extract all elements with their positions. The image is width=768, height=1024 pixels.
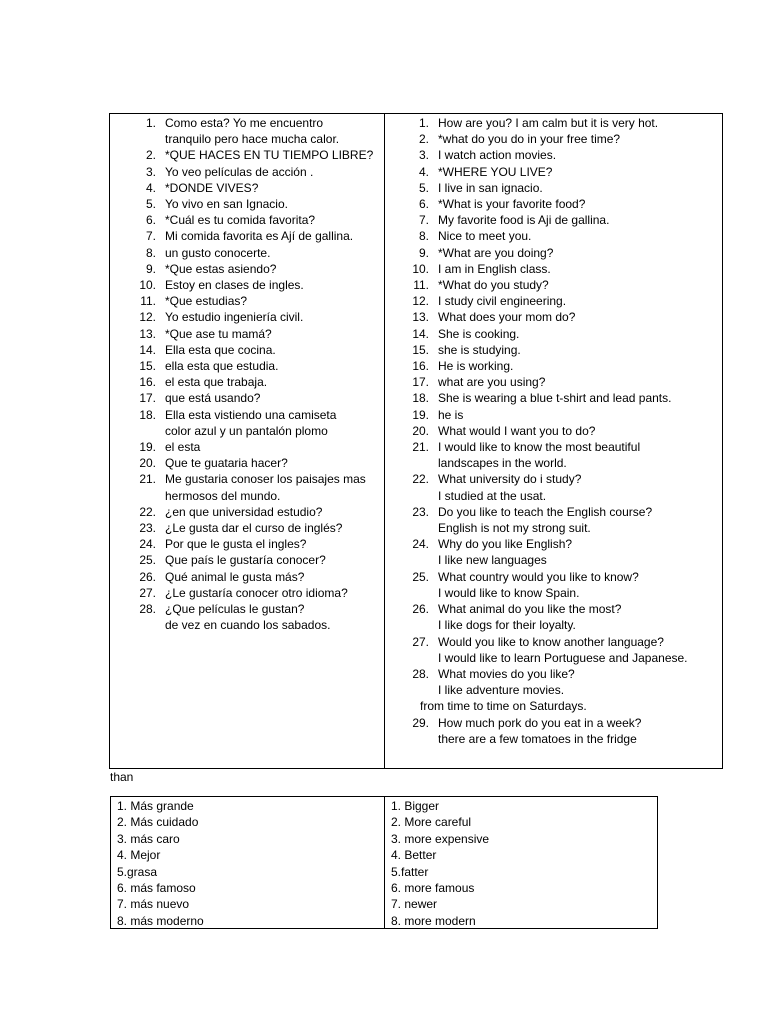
item-number: 10. bbox=[412, 261, 429, 276]
list-item bbox=[385, 131, 722, 147]
item-number: 27. bbox=[139, 585, 156, 600]
item-text: Why do you like English? bbox=[438, 537, 573, 552]
list-item bbox=[110, 342, 384, 358]
item-text: *DONDE VIVES? bbox=[165, 180, 259, 195]
table-row: 1. Más grande bbox=[117, 799, 194, 813]
item-number: 16. bbox=[412, 359, 429, 374]
list-item bbox=[385, 536, 722, 568]
item-number: 17. bbox=[139, 391, 156, 406]
list-item bbox=[110, 180, 384, 196]
list-item bbox=[110, 115, 384, 147]
item-text: Mi comida favorita es Ají de gallina. bbox=[165, 229, 354, 244]
list-item bbox=[385, 228, 722, 244]
item-text: I study civil engineering. bbox=[438, 294, 567, 309]
list-item bbox=[110, 147, 384, 163]
item-text: *Que ase tu mamá? bbox=[165, 326, 272, 341]
item-text: Me gustaria conoser los paisajes mas bbox=[165, 472, 366, 487]
list-item bbox=[110, 228, 384, 244]
item-number: 21. bbox=[412, 440, 429, 455]
item-number: 18. bbox=[139, 407, 156, 422]
list-item bbox=[385, 601, 722, 633]
item-number: 21. bbox=[139, 472, 156, 487]
item-text: Yo veo películas de acción . bbox=[165, 164, 314, 179]
item-text: I live in san ignacio. bbox=[438, 180, 543, 195]
item-number: 6. bbox=[418, 197, 429, 212]
item-number: 5. bbox=[418, 180, 429, 195]
list-item bbox=[110, 504, 384, 520]
item-number: 4. bbox=[145, 180, 156, 195]
item-text: *WHERE YOU LIVE? bbox=[438, 164, 553, 179]
list-item bbox=[110, 569, 384, 585]
list-item bbox=[110, 196, 384, 212]
table-row: 1. Bigger bbox=[391, 799, 440, 813]
item-text: Would you like to know another language? bbox=[438, 634, 664, 649]
item-number: 16. bbox=[139, 375, 156, 390]
item-text: Por que le gusta el ingles? bbox=[165, 537, 307, 552]
spanish-tail-line: de vez en cuando los sabados. bbox=[165, 618, 331, 633]
item-number: 11. bbox=[413, 278, 429, 293]
list-item bbox=[385, 245, 722, 261]
comparatives-spanish-column bbox=[111, 797, 385, 928]
item-number: 22. bbox=[412, 472, 429, 487]
item-text: Nice to meet you. bbox=[438, 229, 532, 244]
item-text: un gusto conocerte. bbox=[165, 245, 271, 260]
table-row: 6. más famoso bbox=[117, 881, 196, 896]
item-text: ¿Que películas le gustan? bbox=[165, 602, 305, 617]
list-item bbox=[385, 164, 722, 180]
item-number: 19. bbox=[139, 440, 156, 455]
item-text: landscapes in the world. bbox=[438, 456, 567, 471]
list-item bbox=[110, 212, 384, 228]
list-item bbox=[385, 471, 722, 503]
list-item bbox=[385, 666, 722, 698]
item-number: 25. bbox=[139, 553, 156, 568]
item-text: Como esta? Yo me encuentro bbox=[165, 116, 324, 130]
item-text: color azul y un pantalón plomo bbox=[165, 423, 328, 438]
item-text: she is studying. bbox=[438, 342, 521, 357]
item-number: 8. bbox=[145, 245, 156, 260]
item-number: 28. bbox=[139, 602, 156, 617]
item-number: 14. bbox=[139, 342, 156, 357]
list-item bbox=[385, 407, 722, 423]
item-number: 7. bbox=[145, 229, 156, 244]
list-item bbox=[385, 326, 722, 342]
item-text: ella esta que estudia. bbox=[165, 359, 279, 374]
item-number: 3. bbox=[145, 164, 156, 179]
item-number: 13. bbox=[139, 326, 156, 341]
item-number: 19. bbox=[412, 407, 429, 422]
list-item bbox=[385, 212, 722, 228]
item-text: there are a few tomatoes in the fridge bbox=[438, 731, 637, 746]
item-number: 7. bbox=[418, 213, 429, 228]
item-text: Yo vivo en san Ignacio. bbox=[165, 197, 288, 212]
item-number: 2. bbox=[418, 132, 429, 147]
item-text: *What are you doing? bbox=[438, 245, 554, 260]
list-item bbox=[110, 309, 384, 325]
list-item bbox=[385, 147, 722, 163]
item-number: 24. bbox=[139, 537, 156, 552]
list-item bbox=[110, 536, 384, 552]
item-text: What university do i study? bbox=[438, 472, 582, 487]
list-item bbox=[110, 164, 384, 180]
comparatives-english-column bbox=[385, 797, 657, 928]
item-number: 25. bbox=[412, 569, 429, 584]
table-row: 5.fatter bbox=[391, 864, 429, 879]
table-row: 3. more expensive bbox=[391, 831, 490, 846]
item-text: I like adventure movies. bbox=[438, 683, 565, 698]
list-item bbox=[110, 601, 384, 617]
item-number: 4. bbox=[418, 164, 429, 179]
table-row: 7. newer bbox=[391, 897, 438, 912]
table-row: 2. More careful bbox=[391, 815, 472, 830]
item-text: *QUE HACES EN TU TIEMPO LIBRE? bbox=[165, 148, 374, 163]
table-row: 8. más moderno bbox=[117, 913, 204, 928]
item-text: English is not my strong suit. bbox=[438, 521, 591, 536]
item-text: ¿en que universidad estudio? bbox=[165, 504, 323, 519]
list-item bbox=[385, 569, 722, 601]
list-item bbox=[385, 390, 722, 406]
item-number: 9. bbox=[145, 261, 156, 276]
item-text: She is wearing a blue t-shirt and lead pants. bbox=[438, 391, 672, 406]
item-text: What does your mom do? bbox=[438, 310, 576, 325]
item-text: I am in English class. bbox=[438, 261, 551, 276]
item-text: I like dogs for their loyalty. bbox=[438, 618, 576, 633]
table-row: 3. más caro bbox=[117, 831, 180, 846]
item-text: Yo estudio ingeniería civil. bbox=[165, 310, 304, 325]
item-text: I would like to know the most beautiful bbox=[438, 440, 641, 455]
item-number: 24. bbox=[412, 537, 429, 552]
list-item bbox=[385, 342, 722, 358]
english-column bbox=[385, 114, 722, 768]
table-row: 4. Mejor bbox=[117, 848, 161, 863]
item-text: el esta que trabaja. bbox=[165, 375, 268, 390]
item-text: What would I want you to do? bbox=[438, 423, 596, 438]
item-text: Ella esta vistiendo una camiseta bbox=[165, 407, 337, 422]
list-item bbox=[110, 374, 384, 390]
item-text: *what do you do in your free time? bbox=[438, 132, 621, 147]
spanish-sentence-list bbox=[110, 115, 384, 617]
item-text: *Que estudias? bbox=[165, 294, 248, 309]
item-text: *Cuál es tu comida favorita? bbox=[165, 213, 316, 228]
list-item bbox=[385, 309, 722, 325]
item-text: Estoy en clases de ingles. bbox=[165, 278, 304, 293]
list-item bbox=[385, 180, 722, 196]
item-number: 23. bbox=[139, 521, 156, 536]
list-item bbox=[110, 455, 384, 471]
item-number: 23. bbox=[412, 504, 429, 519]
item-text: Que te guataria hacer? bbox=[165, 456, 288, 471]
item-text: *What do you study? bbox=[438, 278, 549, 293]
item-text: She is cooking. bbox=[438, 326, 520, 341]
table-row: 5.grasa bbox=[117, 864, 158, 879]
item-text: I would like to learn Portuguese and Japanese. bbox=[438, 650, 688, 665]
list-item bbox=[110, 439, 384, 455]
list-item bbox=[385, 634, 722, 666]
item-text: Que país le gustaría conocer? bbox=[165, 553, 326, 568]
item-number: 9. bbox=[418, 245, 429, 260]
item-number: 15. bbox=[139, 359, 156, 374]
item-number: 18. bbox=[412, 391, 429, 406]
list-item bbox=[110, 326, 384, 342]
item-number: 28. bbox=[412, 666, 429, 681]
item-number: 10. bbox=[139, 278, 156, 293]
item-text: *What is your favorite food? bbox=[438, 197, 586, 212]
item-number: 20. bbox=[412, 423, 429, 438]
item-text: How are you? I am calm but it is very hot. bbox=[438, 116, 659, 130]
list-item bbox=[385, 374, 722, 390]
list-item bbox=[385, 277, 722, 293]
list-item bbox=[385, 358, 722, 374]
item-text: Do you like to teach the English course? bbox=[438, 504, 653, 519]
list-item bbox=[385, 504, 722, 536]
list-item bbox=[110, 520, 384, 536]
item-number: 11. bbox=[140, 294, 156, 309]
translation-table bbox=[109, 113, 723, 769]
than-label: than bbox=[110, 770, 134, 784]
item-text: el esta bbox=[165, 440, 201, 455]
item-number: 12. bbox=[139, 310, 156, 325]
item-text: ¿Le gusta dar el curso de inglés? bbox=[165, 521, 343, 536]
comparatives-table bbox=[110, 796, 658, 929]
table-row: 6. more famous bbox=[391, 881, 475, 896]
list-item bbox=[385, 423, 722, 439]
item-text: hermosos del mundo. bbox=[165, 488, 281, 503]
list-item bbox=[110, 552, 384, 568]
list-item bbox=[110, 407, 384, 439]
list-item bbox=[385, 115, 722, 131]
item-text: what are you using? bbox=[438, 375, 546, 390]
item-text: *Que estas asiendo? bbox=[165, 261, 277, 276]
item-text: He is working. bbox=[438, 359, 514, 374]
item-text: que está usando? bbox=[165, 391, 261, 406]
list-item bbox=[110, 585, 384, 601]
item-number: 14. bbox=[412, 326, 429, 341]
english-last-item bbox=[385, 715, 722, 747]
item-number: 17. bbox=[412, 375, 429, 390]
item-number: 12. bbox=[412, 294, 429, 309]
english-free-line: from time to time on Saturdays. bbox=[420, 699, 587, 714]
list-item bbox=[385, 261, 722, 277]
list-item bbox=[110, 245, 384, 261]
item-text: Qué animal le gusta más? bbox=[165, 569, 305, 584]
list-item bbox=[110, 390, 384, 406]
item-text: What movies do you like? bbox=[438, 666, 575, 681]
item-number: 8. bbox=[418, 229, 429, 244]
list-item bbox=[385, 196, 722, 212]
item-text: What country would you like to know? bbox=[438, 569, 639, 584]
item-text: I studied at the usat. bbox=[438, 488, 547, 503]
item-number: 22. bbox=[139, 504, 156, 519]
list-item bbox=[385, 715, 722, 747]
item-text: Ella esta que cocina. bbox=[165, 342, 276, 357]
item-number: 2. bbox=[145, 148, 156, 163]
item-number: 13. bbox=[412, 310, 429, 325]
item-number: 1. bbox=[418, 116, 429, 130]
table-row: 4. Better bbox=[391, 848, 437, 863]
list-item bbox=[385, 439, 722, 471]
table-row: 7. más nuevo bbox=[117, 897, 190, 912]
item-number: 29. bbox=[412, 715, 429, 730]
item-number: 26. bbox=[412, 602, 429, 617]
item-text: I would like to know Spain. bbox=[438, 585, 580, 600]
item-number: 6. bbox=[145, 213, 156, 228]
list-item bbox=[110, 277, 384, 293]
item-text: I watch action movies. bbox=[438, 148, 557, 163]
item-text: I like new languages bbox=[438, 553, 547, 568]
item-text: tranquilo pero hace mucha calor. bbox=[165, 132, 340, 147]
item-number: 26. bbox=[139, 569, 156, 584]
item-number: 27. bbox=[412, 634, 429, 649]
item-text: My favorite food is Aji de gallina. bbox=[438, 213, 610, 228]
item-number: 5. bbox=[145, 197, 156, 212]
spanish-column bbox=[110, 114, 385, 768]
item-number: 1. bbox=[145, 116, 156, 130]
list-item bbox=[110, 471, 384, 503]
list-item bbox=[385, 293, 722, 309]
item-number: 15. bbox=[412, 342, 429, 357]
table-row: 8. more modern bbox=[391, 913, 476, 928]
item-text: How much pork do you eat in a week? bbox=[438, 715, 642, 730]
table-row: 2. Más cuidado bbox=[117, 815, 199, 830]
item-text: What animal do you like the most? bbox=[438, 602, 622, 617]
list-item bbox=[110, 358, 384, 374]
item-number: 3. bbox=[418, 148, 429, 163]
list-item bbox=[110, 293, 384, 309]
item-number: 20. bbox=[139, 456, 156, 471]
item-text: he is bbox=[438, 407, 464, 422]
item-text: ¿Le gustaría conocer otro idioma? bbox=[165, 585, 348, 600]
list-item bbox=[110, 261, 384, 277]
english-sentence-list bbox=[385, 115, 722, 698]
